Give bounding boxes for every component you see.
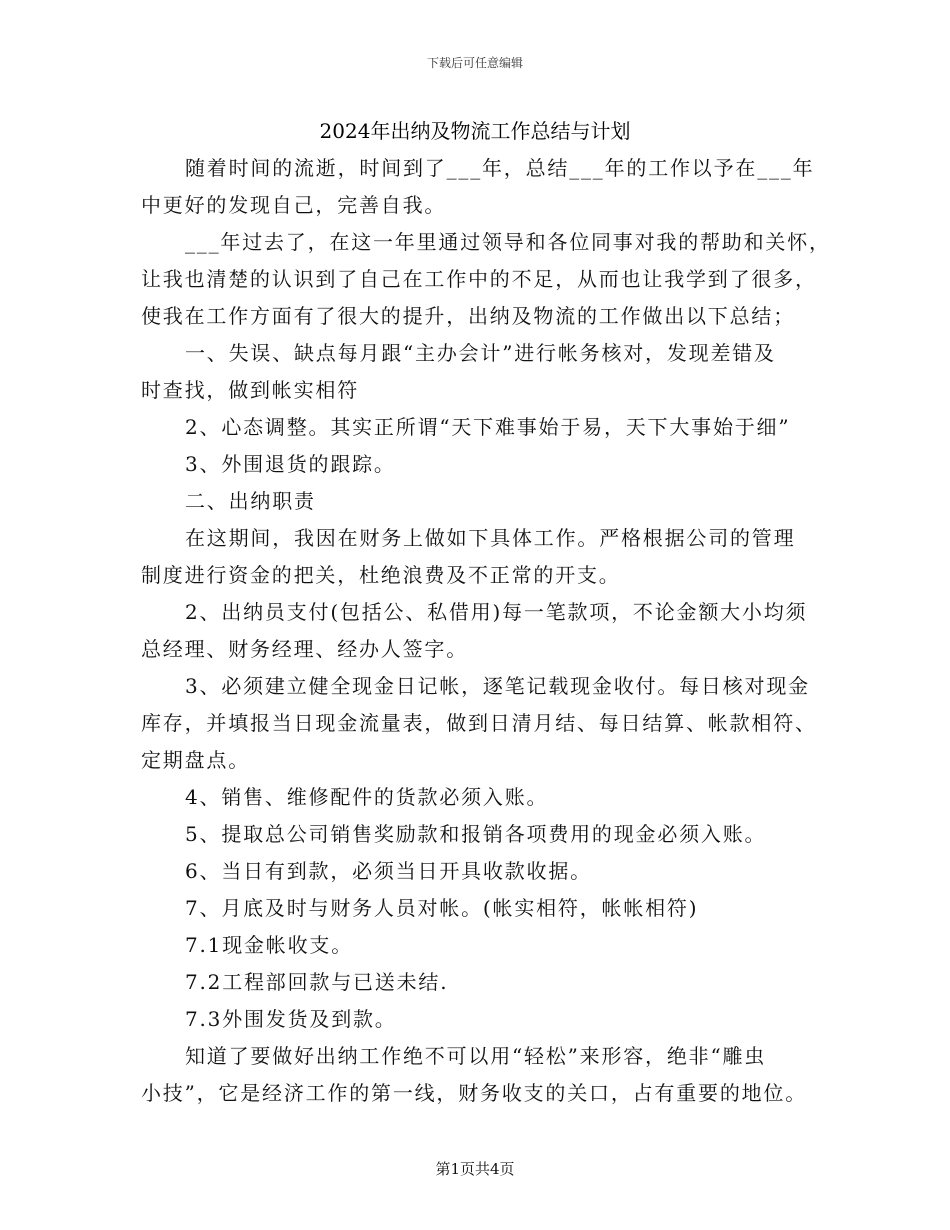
text-line: 总经理、财务经理、经办人签字。 xyxy=(141,637,468,661)
text-line: 时查找，做到帐实相符 xyxy=(141,378,359,402)
text-line: 中更好的发现自己，完善自我。 xyxy=(141,193,447,217)
text-line: 6、当日有到款，必须当日开具收款收据。 xyxy=(185,859,592,883)
paragraph xyxy=(141,150,821,224)
text-line: 2、心态调整。其实正所谓“天下难事始于易，天下大事始于细” xyxy=(185,415,791,439)
page-number: 第1页共4页 xyxy=(435,1160,515,1178)
document-body xyxy=(141,150,831,1112)
paragraph xyxy=(141,779,821,816)
text-line: 4、销售、维修配件的货款必须入账。 xyxy=(185,785,549,809)
paragraph xyxy=(141,964,821,1001)
text-line: 5、提取总公司销售奖励款和报销各项费用的现金必须入账。 xyxy=(185,822,767,846)
text-line: 随着时间的流逝，时间到了___年，总结___年的工作以予在___年 xyxy=(185,156,815,180)
paragraph xyxy=(141,446,821,483)
page-header-note: 下载后可任意编辑 xyxy=(426,56,523,70)
text-line: 让我也清楚的认识到了自己在工作中的不足，从而也让我学到了很多， xyxy=(141,267,817,291)
paragraph xyxy=(141,483,821,520)
paragraph xyxy=(141,927,821,964)
text-line: 小技”，它是经济工作的第一线，财务收支的关口，占有重要的地位。 xyxy=(141,1081,808,1105)
paragraph xyxy=(141,335,821,409)
text-line: 3、必须建立健全现金日记帐，逐笔记载现金收付。每日核对现金 xyxy=(185,674,810,698)
text-line: 7、月底及时与财务人员对帐。(帐实相符，帐帐相符) xyxy=(185,896,699,920)
text-line: 在这期间，我因在财务上做如下具体工作。严格根据公司的管理 xyxy=(185,526,796,550)
text-line: 库存，并填报当日现金流量表，做到日清月结、每日结算、帐款相符、 xyxy=(141,711,817,735)
paragraph xyxy=(141,816,821,853)
text-line: 知道了要做好出纳工作绝不可以用“轻松”来形容，绝非“雕虫 xyxy=(185,1044,767,1068)
text-line: 3、外围退货的跟踪。 xyxy=(185,452,396,476)
paragraph xyxy=(141,594,821,668)
paragraph xyxy=(141,1001,821,1038)
text-line: 7.1现金帐收支。 xyxy=(185,933,354,957)
text-line: 使我在工作方面有了很大的提升，出纳及物流的工作做出以下总结； xyxy=(141,304,795,328)
text-line: 2、出纳员支付(包括公、私借用)每一笔款项，不论金额大小均须 xyxy=(185,600,808,624)
paragraph xyxy=(141,668,821,779)
text-line: 二、出纳职责 xyxy=(185,489,316,513)
paragraph xyxy=(141,853,821,890)
paragraph xyxy=(141,890,821,927)
text-line: ___年过去了，在这一年里通过领导和各位同事对我的帮助和关怀， xyxy=(185,230,831,254)
text-line: 7.2工程部回款与已送未结. xyxy=(185,970,449,994)
document-title: 2024年出纳及物流工作总结与计划 xyxy=(319,119,631,143)
paragraph xyxy=(141,520,821,594)
paragraph xyxy=(141,1038,821,1112)
text-line: 7.3外围发货及到款。 xyxy=(185,1007,397,1031)
paragraph xyxy=(141,409,821,446)
paragraph xyxy=(141,224,831,335)
text-line: 制度进行资金的把关，杜绝浪费及不正常的开支。 xyxy=(141,563,621,587)
text-line: 一、失误、缺点每月跟“主办会计”进行帐务核对，发现差错及 xyxy=(185,341,776,365)
text-line: 定期盘点。 xyxy=(141,748,250,772)
